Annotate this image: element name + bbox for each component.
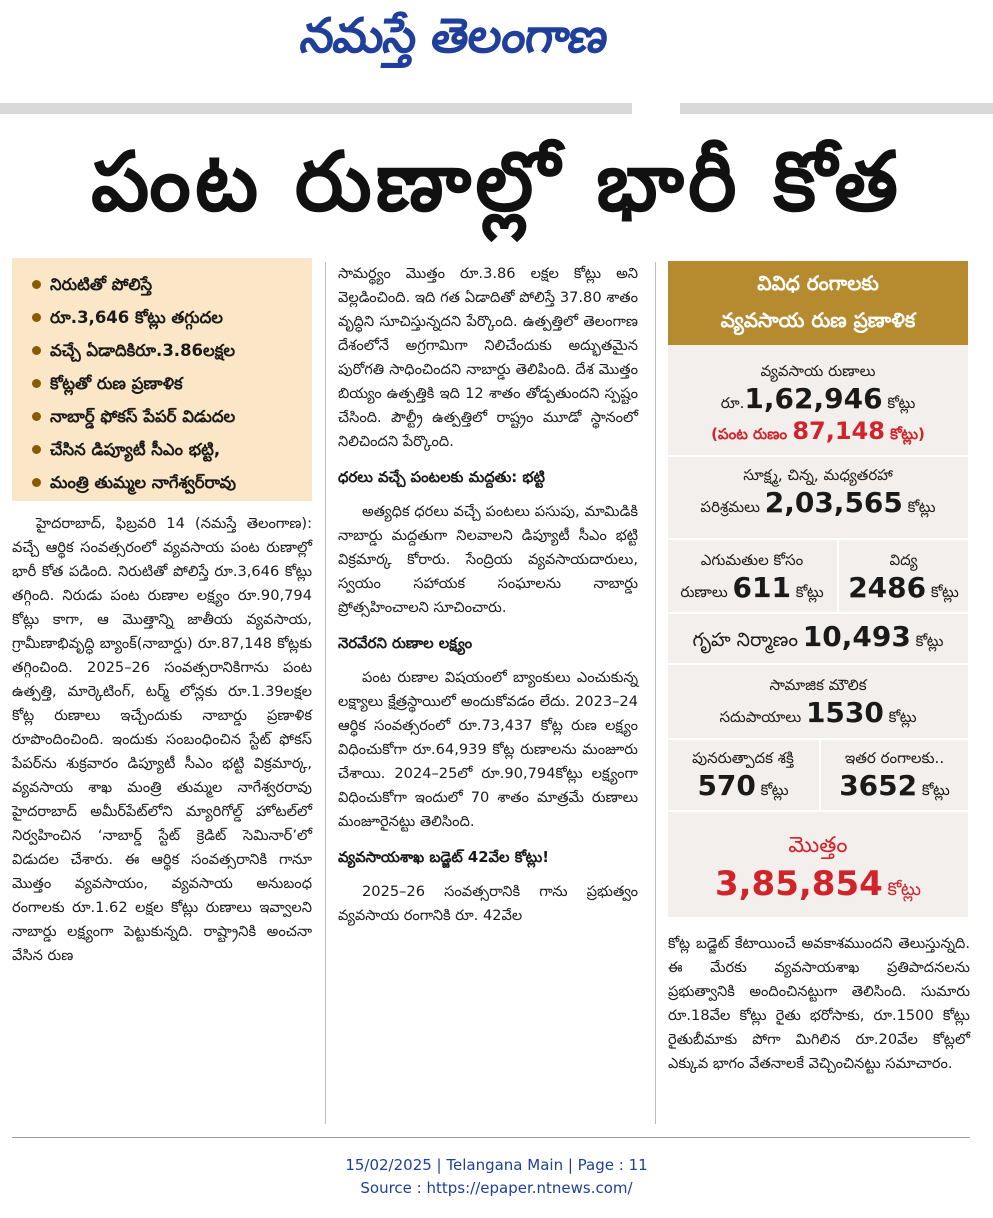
other-sectors-label: ఇతర రంగాలకు..: [844, 749, 945, 767]
infobox-title-line: వ్యవసాయ రుణ ప్రణాళిక: [720, 308, 916, 332]
social-infra-cell: [668, 671, 968, 731]
infobox-header: [668, 261, 968, 345]
renewable-energy-value: 570: [697, 769, 756, 802]
column-divider: [655, 262, 656, 1124]
column-divider: [325, 262, 326, 1124]
masthead: [0, 0, 993, 100]
article-paragraph: 2025–26 సంవత్సరానికి గాను ప్రభుత్వం వ్యవసాయ రంగానికి రూ. 42వేల: [338, 883, 638, 924]
msme-unit: కోట్లు: [907, 498, 936, 516]
headline: పంట రుణాల్లో భారీ కోత: [90, 135, 903, 230]
social-infra-label-2: సదుపాయాలు: [719, 708, 802, 726]
crop-loan-label: (పంట రుణం: [711, 425, 788, 443]
education-label: విద్య: [889, 551, 918, 569]
infobox-divider: [668, 738, 968, 740]
footer-edition-info: 15/02/2025 | Telangana Main | Page : 11: [345, 1156, 648, 1174]
education-value: 2486: [848, 571, 927, 604]
crop-loan-value: 87,148: [792, 417, 885, 445]
msme-label-2: పరిశ్రమలు: [700, 498, 760, 516]
total-cell: [668, 827, 968, 909]
summary-point: నిరుటితో పోలిస్తే: [30, 268, 304, 301]
housing-value: 10,493: [802, 620, 911, 653]
article-paragraph: కోట్ల బడ్జెట్ కేటాయించే అవకాశముందని తెలుస్తున్నది. ఈ మేరకు వ్యవసాయశాఖ ప్రతిపాదనలను ప్రభుత్వానికి అందించినట్టుగా తెలిసింది. సుమారు రూ.18వేల కోట్లు రైతు భరోసాకు, రూ.1500 కోట్లు రైతుబీమాకు పోగా మిగిలిన రూ.20వేల కోట్లలో ఎక్కువ భాగం వేతనాలకే వెచ్చించినట్టు సమాచారం.: [668, 935, 970, 1072]
other-sectors-unit: కోట్లు: [921, 781, 950, 799]
agri-loans-prefix: రూ.: [720, 394, 745, 412]
social-infra-label: సామాజిక మౌలిక: [769, 676, 867, 694]
article-column-3: [668, 932, 970, 1076]
infobox-divider: [668, 810, 968, 812]
export-cell: [668, 546, 836, 606]
housing-cell: [668, 620, 968, 655]
agri-loans-label: వ్యవసాయ రుణాలు: [760, 362, 876, 380]
export-value: 611: [732, 571, 791, 604]
other-sectors-value: 3652: [839, 769, 918, 802]
article-paragraph: సామర్థ్యం మొత్తం రూ.3.86 లక్షల కోట్లు అని వెల్లడించింది. ఇది గత ఏడాదితో పోలిస్తే 37.80 శాతం వృద్ధిని సూచిస్తున్నదని పేర్కొంది. ఉత్పత్తిలో తెలంగాణ దేశంలోనే అగ్రగామిగా నిలిచేందుకు అద్భుతమైన పురోగతి సాధించిందని నాబార్డు తెలిపింది. దేశ మొత్తం బియ్యం ఉత్పత్తికి ఇది 12 శాతం తోడ్పతుందని స్పష్టం చేసింది. పౌల్ట్రీ ఉత్పత్తిలో రాష్ట్రం మూడో స్థానంలో నిలిచిందని పేర్కొంది.: [338, 265, 638, 450]
total-label: మొత్తం: [788, 833, 848, 858]
renewable-energy-cell: [668, 744, 818, 804]
export-label-2: రుణాలు: [680, 583, 728, 601]
article-column-2: [338, 262, 638, 928]
agri-loans-unit: కోట్లు: [887, 394, 916, 412]
article-paragraph: అత్యధిక ధరలు వచ్చే పంటలు పసుపు, మామిడికి నాబార్డు మద్దతుగా నిలవాలని డిప్యూటీ సీఎం భట్టి విక్రమార్క కోరారు. సేంద్రియ వ్యవసాయదారులు, స్వయం సహాయక సంఘాలను నాబార్డు ప్రోత్సహించాలని సూచించారు.: [338, 503, 638, 616]
footer-source-link[interactable]: Source : https://epaper.ntnews.com/: [360, 1179, 633, 1197]
infobox-title-line: వివిధ రంగాలకు: [757, 271, 879, 295]
other-sectors-cell: [821, 744, 968, 804]
msme-value: 2,03,565: [764, 486, 903, 519]
subheading: వ్యవసాయశాఖ బడ్జెట్ 42వేల కోట్లు!: [338, 849, 549, 866]
loan-plan-infobox: [668, 261, 968, 917]
total-value: 3,85,854: [714, 864, 883, 904]
summary-point-cont: రూ.3,646 కోట్లు తగ్గుదల: [30, 301, 304, 334]
summary-point-cont: కోట్లతో రుణ ప్రణాళిక: [30, 367, 304, 400]
housing-unit: కోట్లు: [915, 632, 944, 650]
agri-loans-cell: [668, 357, 968, 448]
education-unit: కోట్లు: [930, 583, 959, 601]
summary-point-cont: చేసిన డిప్యూటీ సీఎం భట్టి,: [30, 433, 304, 466]
infobox-divider: [668, 663, 968, 665]
renewable-energy-unit: కోట్లు: [760, 781, 789, 799]
masthead-rule-right: [680, 103, 993, 114]
infobox-divider: [668, 538, 968, 540]
summary-point: నాబార్డ్ ఫోకస్ పేపర్ విడుదల: [30, 400, 304, 433]
education-cell: [839, 546, 968, 606]
infobox-divider: [668, 455, 968, 457]
msme-label: సూక్ష్మ, చిన్న, మధ్యతరహా: [743, 466, 893, 484]
bottom-rule: [12, 1137, 970, 1138]
subheading: నెరవేరని రుణాల లక్ష్యం: [338, 635, 473, 652]
agri-loans-value: 1,62,946: [744, 382, 883, 415]
msme-cell: [668, 461, 968, 521]
newspaper-logo: నమస్తే తెలంగాణ: [296, 8, 612, 64]
infobox-divider: [668, 612, 968, 614]
export-unit: కోట్లు: [795, 583, 824, 601]
summary-box: [12, 258, 312, 501]
export-label: ఎగుమతుల కోసం: [700, 551, 804, 569]
article-column-1: [12, 512, 312, 968]
masthead-rule-left: [0, 103, 632, 114]
social-infra-value: 1530: [805, 696, 884, 729]
social-infra-unit: కోట్లు: [888, 708, 917, 726]
summary-point: వచ్చే ఏడాదికిరూ.3.86లక్షల: [30, 334, 304, 367]
article-paragraph: హైదరాబాద్, ఫిబ్రవరి 14 (నమస్తే తెలంగాణ): వచ్చే ఆర్థిక సంవత్సరంలో వ్యవసాయ పంట రుణాల్లో భారీ కోత పడింది. నిరుటితో పోలిస్తే రూ.3,646 కోట్లు తగ్గింది. నిరుడు పంట రుణాల లక్ష్యం రూ.90,794 కోట్లు కాగా, ఆ మొత్తాన్ని జాతీయ వ్యవసాయ, గ్రామీణాభివృద్ధి బ్యాంక్(నాబార్డు) రూ.87,148 కోట్లకు తగ్గించింది. 2025–26 సంవత్సరానికిగాను పంట ఉత్పత్తి, మార్కెటింగ్, టర్మ్ లోన్లకు రూ.1.39లక్షల కోట్ల రుణాలు ఇచ్చేందుకు నాబార్డు ప్రణాళిక రూపొందించింది. ఇందుకు సంబంధించిన స్టేట్ ఫోకస్ పేపర్‌ను శుక్రవారం డిప్యూటీ సీఎం భట్టి విక్రమార్క, వ్యవసాయ శాఖ మంత్రి తుమ్మల నాగేశ్వరరావు హైదరాబాద్ అమీర్‌పేట్‌లోని మ్యారిగోల్డ్ హోటల్‌లో నిర్వహించిన ‘నాబార్డ్ స్టేట్ క్రెడిట్ సెమినార్’లో విడుదల చేశారు. ఈ ఆర్థిక సంవత్సరానికి గానూ మొత్తం వ్యవసాయం, వ్యవసాయ అనుబంధ రంగాలకు రూ.1.62 లక్షల కోట్లు రుణాలు ఇవ్వాలని నాబార్డు లక్ష్యంగా పెట్టుకున్నది. రాష్ట్రానికి అంచనా వేసిన రుణ: [12, 515, 312, 964]
summary-point-cont: మంత్రి తుమ్మల నాగేశ్వర్‌రావు: [30, 466, 304, 499]
crop-loan-unit: కోట్లు): [890, 425, 925, 443]
article-paragraph: పంట రుణాల విషయంలో బ్యాంకులు ఎంచుకున్న లక్ష్యాలు క్షేత్రస్థాయిలో అందుకోవడం లేదు. 2023–24 ఆర్థిక సంవత్సరంలో రూ.73,437 కోట్ల రుణ లక్ష్యం విధించుకోగా రూ.64,939 కోట్ల రుణాలను మంజూరు చేశాయి. 2024–25లో రూ.90,794కోట్లు లక్ష్యంగా విధించుకోగా ఇందులో 70 శాతం మాత్రమే రుణాలు మంజూరైనట్టు తెలిసింది.: [338, 669, 638, 830]
renewable-energy-label: పునరుత్పాదక శక్తి: [692, 749, 794, 767]
housing-label: గృహ నిర్మాణం: [692, 629, 798, 651]
total-unit: కోట్లు: [887, 879, 922, 900]
subheading: ధరలు వచ్చే పంటలకు మద్దతు: భట్టి: [338, 469, 545, 486]
